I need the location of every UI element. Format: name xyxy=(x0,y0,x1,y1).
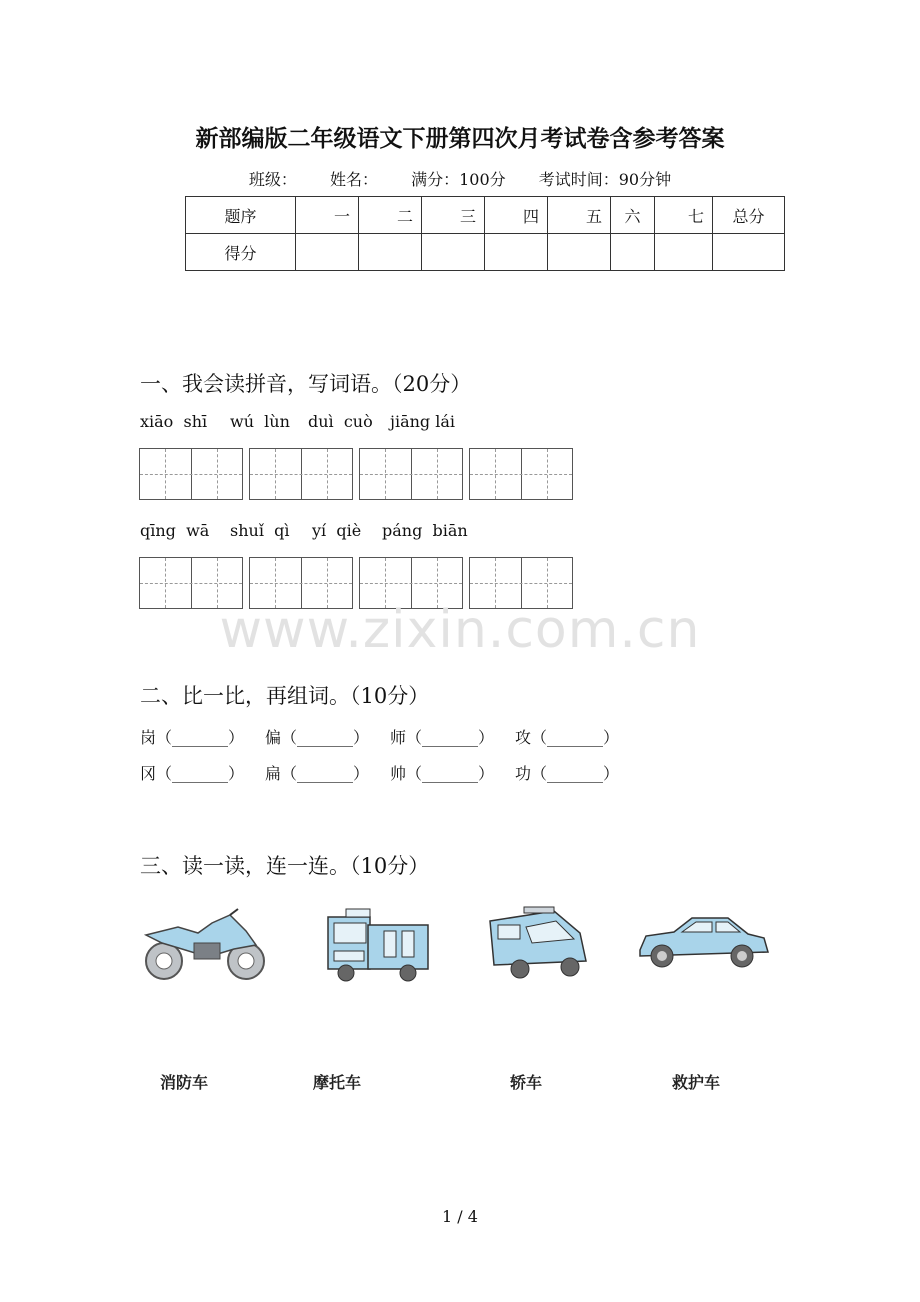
compare-item[interactable]: 冈（_______） xyxy=(140,764,245,783)
compare-item[interactable]: 攻（_______） xyxy=(515,728,620,747)
pinyin-item: qīng wā xyxy=(140,521,210,540)
exam-time-label: 考试时间：90分钟 xyxy=(538,170,672,189)
score-input-cell[interactable] xyxy=(485,234,548,271)
compare-item[interactable]: 岗（_______） xyxy=(140,728,245,747)
score-row-label: 得分 xyxy=(186,234,296,271)
score-table-row xyxy=(186,234,785,271)
score-input-cell[interactable] xyxy=(359,234,422,271)
watermark: www.zixin.com.cn xyxy=(219,600,701,660)
score-input-cell[interactable] xyxy=(713,234,785,271)
pinyin-item: jiāng lái xyxy=(390,412,456,431)
pinyin-item: wú lùn xyxy=(230,412,290,431)
score-input-cell[interactable] xyxy=(611,234,655,271)
pinyin-item: xiāo shī xyxy=(140,412,208,431)
pinyin-item: páng biān xyxy=(382,521,468,540)
score-header-cell: 三 xyxy=(422,197,485,234)
vehicle-label[interactable]: 救护车 xyxy=(672,1073,721,1092)
score-input-cell[interactable] xyxy=(548,234,611,271)
compare-item[interactable]: 偏（_______） xyxy=(265,728,370,747)
vehicle-label[interactable]: 轿车 xyxy=(510,1073,543,1092)
score-header-cell: 六 xyxy=(611,197,655,234)
pinyin-item: shuǐ qì xyxy=(230,521,290,540)
pinyin-item: duì cuò xyxy=(308,412,373,431)
section3-title: 三、读一读，连一连。（10分） xyxy=(140,854,430,878)
score-header-cell: 总分 xyxy=(713,197,785,234)
section1-title: 一、我会读拼音，写词语。（20分） xyxy=(140,372,472,396)
score-input-cell[interactable] xyxy=(422,234,485,271)
page-title: 新部编版二年级语文下册第四次月考试卷含参考答案 xyxy=(195,125,725,152)
vehicle-label[interactable]: 消防车 xyxy=(160,1073,209,1092)
writing-box[interactable] xyxy=(359,448,463,500)
score-header-cell: 一 xyxy=(296,197,359,234)
score-input-cell[interactable] xyxy=(296,234,359,271)
score-header-cell: 五 xyxy=(548,197,611,234)
compare-item[interactable]: 帅（_______） xyxy=(390,764,495,783)
fire-truck-illustration xyxy=(324,903,432,983)
writing-grid-row-1 xyxy=(139,448,579,502)
compare-item[interactable]: 扁（_______） xyxy=(265,764,370,783)
page-number: 1 / 4 xyxy=(442,1207,478,1226)
score-header-cell: 四 xyxy=(485,197,548,234)
class-label: 班级： xyxy=(248,170,297,189)
writing-box[interactable] xyxy=(139,448,243,500)
ambulance-illustration xyxy=(484,903,592,983)
vehicle-label[interactable]: 摩托车 xyxy=(313,1073,362,1092)
sedan-illustration xyxy=(636,910,772,972)
info-line xyxy=(0,167,920,190)
score-input-cell[interactable] xyxy=(655,234,713,271)
motorcycle-illustration xyxy=(138,905,270,983)
section2-title: 二、比一比，再组词。（10分） xyxy=(140,684,430,708)
score-header-cell: 二 xyxy=(359,197,422,234)
writing-box[interactable] xyxy=(249,448,353,500)
name-label: 姓名： xyxy=(329,170,378,189)
score-header-cell: 七 xyxy=(655,197,713,234)
score-header-cell: 题序 xyxy=(186,197,296,234)
score-table-header-row xyxy=(186,197,785,234)
compare-item[interactable]: 功（_______） xyxy=(515,764,620,783)
full-score-label: 满分：100分 xyxy=(411,170,506,189)
score-table xyxy=(185,196,785,271)
pinyin-item: yí qiè xyxy=(312,521,362,540)
writing-box[interactable] xyxy=(469,448,573,500)
compare-item[interactable]: 师（_______） xyxy=(390,728,495,747)
